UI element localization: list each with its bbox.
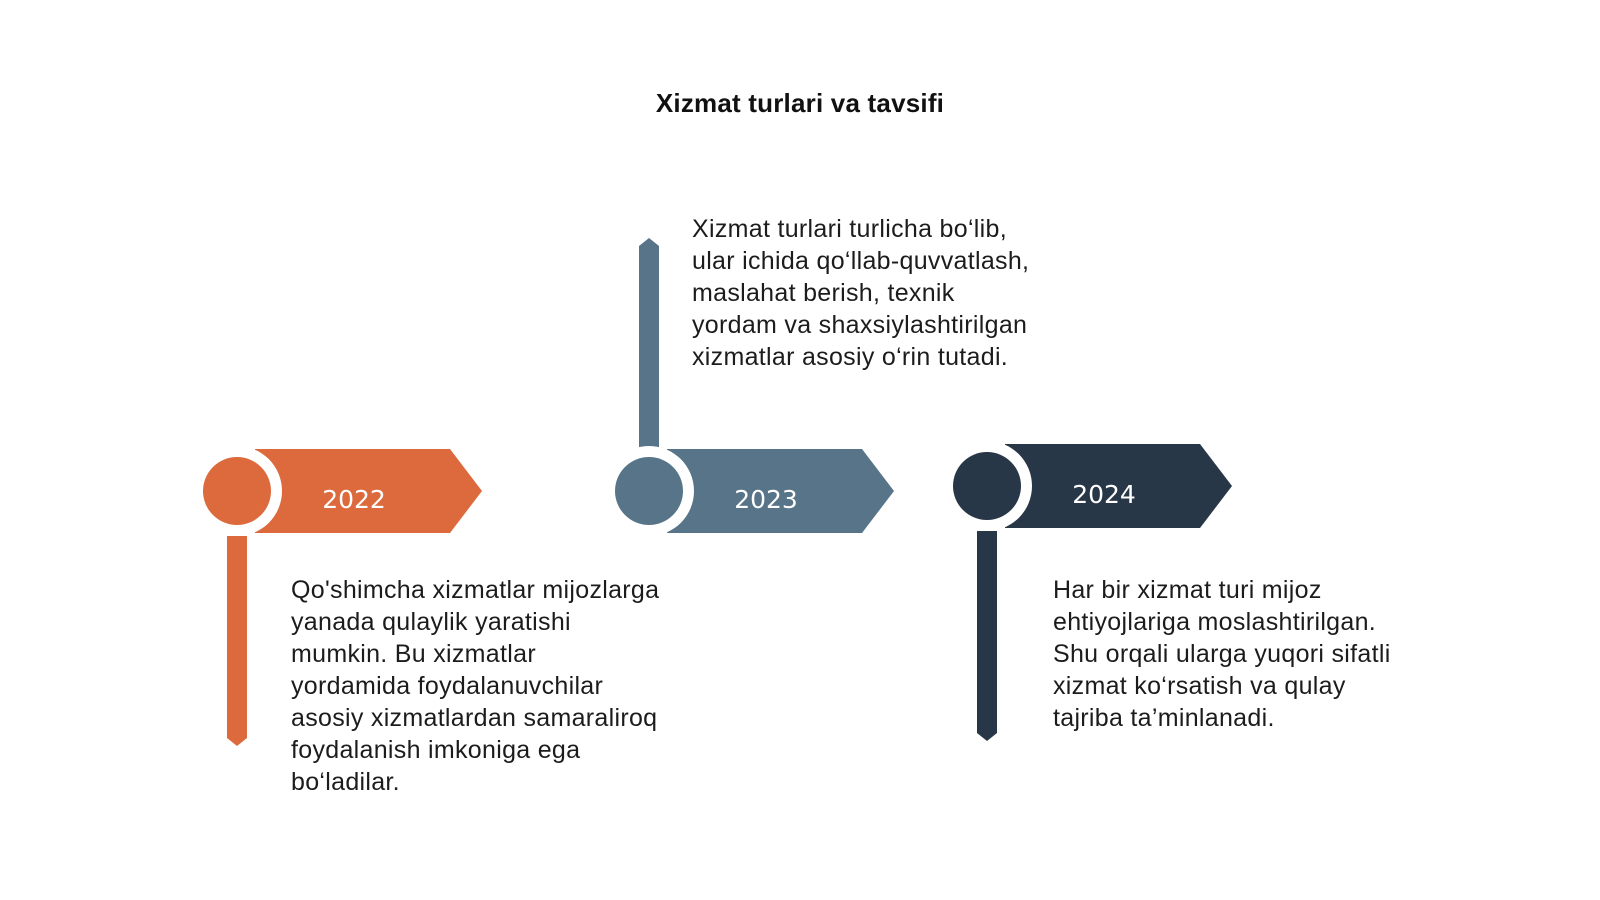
milestone-dot-2024 (953, 452, 1021, 520)
timeline-stem-2024 (977, 531, 997, 741)
year-label-2023: 2023 (734, 485, 798, 514)
year-label-2022: 2022 (322, 485, 386, 514)
milestone-description-2023: Xizmat turlari turlicha bo‘lib, ular ichida qo‘llab-quvvatlash, maslahat berish, texnik yordam va shaxsiylashtirilgan xizmatlar asosiy o‘rin tutadi. (692, 215, 1030, 371)
year-label-2024: 2024 (1072, 480, 1136, 509)
timeline-stem-2022 (227, 536, 247, 746)
milestone-dot-2023 (615, 457, 683, 525)
timeline-stem-2023 (639, 238, 659, 448)
page-title: Xizmat turlari va tavsifi (655, 88, 945, 118)
milestone-description-2024: Har bir xizmat turi mijoz ehtiyojlariga moslashtirilgan. Shu orqali ularga yuqori sifatli xizmat ko‘rsatish va qulay tajriba ta’minlanadi. (1053, 576, 1391, 732)
milestone-description-2022: Qo'shimcha xizmatlar mijozlarga yanada qulaylik yaratishi mumkin. Bu xizmatlar yordamida foydalanuvchilar asosiy xizmatlardan samaraliroq foydalanish imkoniga ega bo‘ladilar. (291, 576, 660, 796)
milestone-dot-2022 (203, 457, 271, 525)
